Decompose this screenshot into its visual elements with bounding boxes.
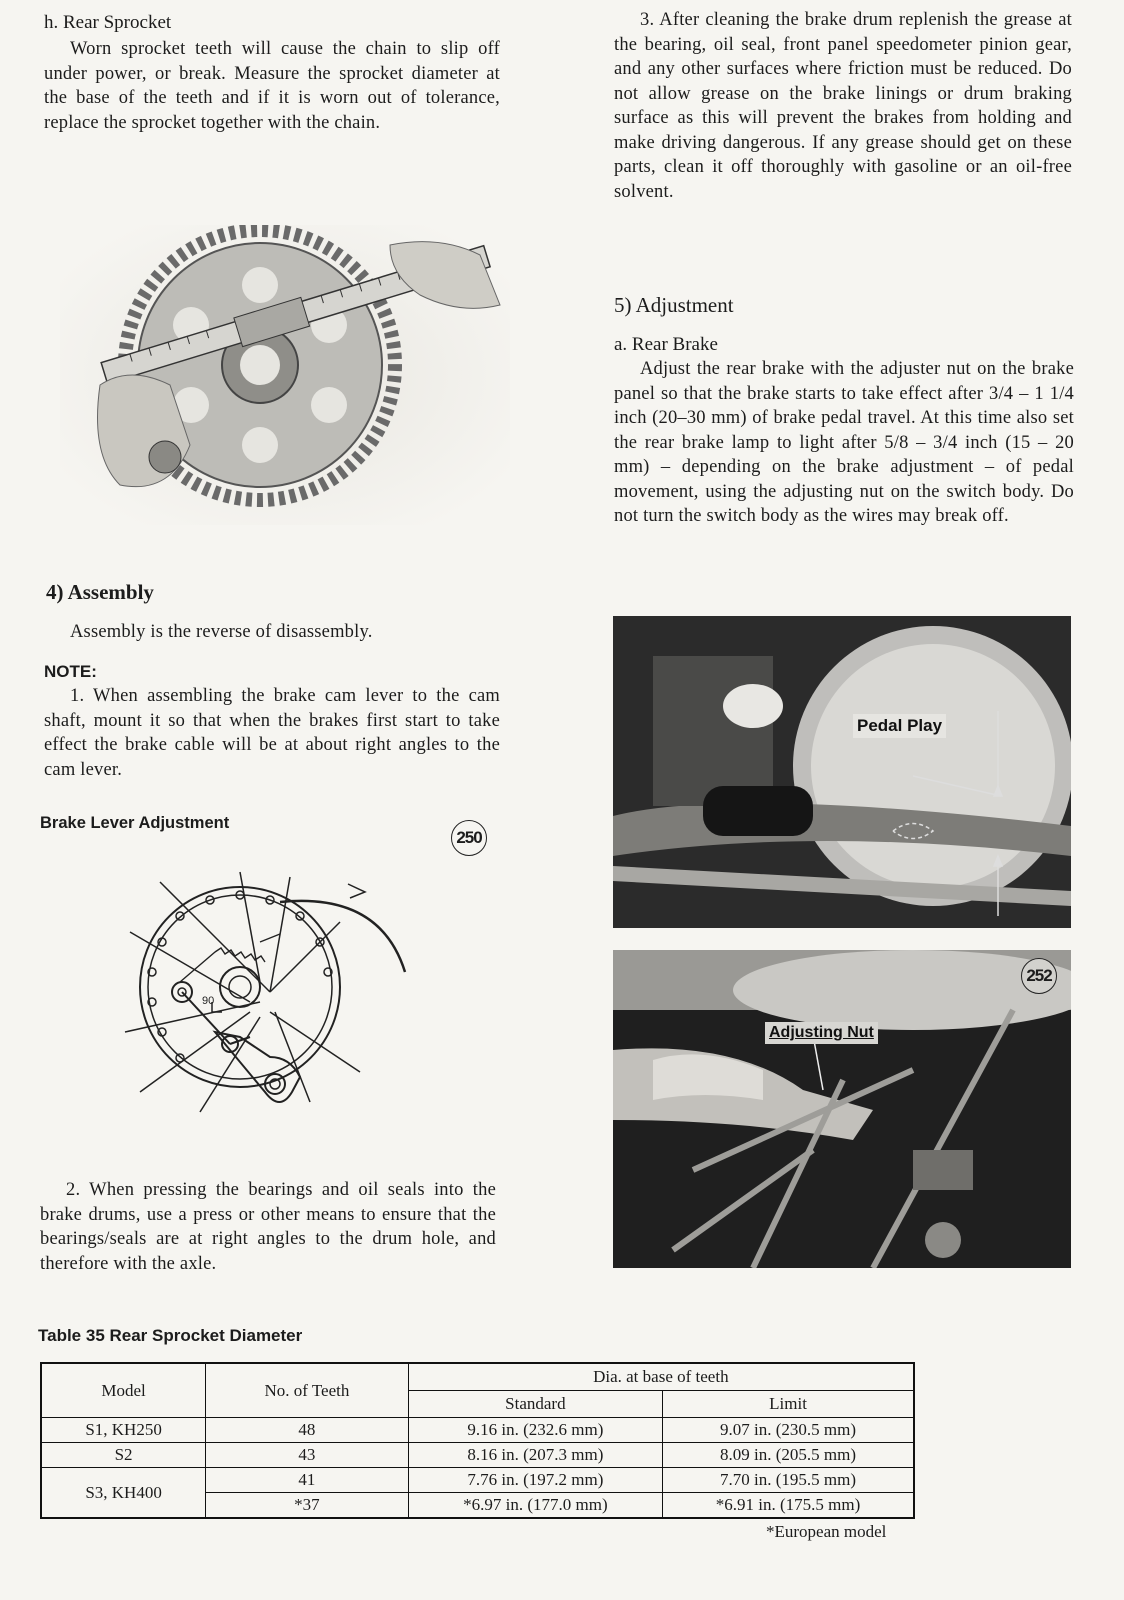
adjusting-nut-photo [613, 950, 1071, 1268]
cell-standard: *6.97 in. (177.0 mm) [408, 1493, 662, 1519]
adjustment-heading: 5) Adjustment [614, 293, 734, 317]
cell-teeth: 41 [206, 1468, 409, 1493]
cell-standard: 8.16 in. (207.3 mm) [408, 1443, 662, 1468]
cell-teeth: 48 [206, 1418, 409, 1443]
figure-caption: Brake Lever Adjustment [40, 814, 230, 832]
cell-limit: 7.70 in. (195.5 mm) [663, 1468, 914, 1493]
cell-model: S2 [41, 1443, 206, 1468]
pedal-play-label: Pedal Play [853, 714, 946, 738]
header-model: Model [41, 1363, 206, 1418]
assembly-heading: 4) Assembly [46, 580, 154, 604]
cell-standard: 7.76 in. (197.2 mm) [408, 1468, 662, 1493]
adjusting-nut-label: Adjusting Nut [765, 1022, 878, 1044]
sprocket-heading: h. Rear Sprocket [44, 12, 172, 33]
note-2-paragraph: 2. When pressing the bearings and oil seals into the brake drums, use a press or other means to ensure that the bearings/seals are at right angles to the drum hole, and therefore with the axle. [40, 1180, 496, 1274]
table-title: Table 35 Rear Sprocket Diameter [38, 1326, 303, 1345]
note-label: NOTE: [44, 662, 97, 681]
pedal-play-photo [613, 616, 1071, 928]
header-dia: Dia. at base of teeth [408, 1363, 914, 1391]
cell-limit: *6.91 in. (175.5 mm) [663, 1493, 914, 1519]
table-footnote: *European model [766, 1522, 887, 1541]
header-teeth: No. of Teeth [206, 1363, 409, 1418]
rear-brake-paragraph: Adjust the rear brake with the adjuster nut on the brake panel so that the brake starts to take effect after 3/4 – 1 1/4 inch (20–30 mm) of brake pedal travel. At this time also set the rear brake lamp to light after 5/8 – 3/4 inch (15 – 20 mm) – depending on the brake adjustment – of pedal movement, using the adjusting nut on the switch body. Do not turn the switch body as the wires may break off. [614, 359, 1074, 526]
table-row [41, 1468, 914, 1493]
table-row [41, 1443, 914, 1468]
rear-brake-heading: a. Rear Brake [614, 334, 718, 355]
diagram-angle-label: 90 [202, 995, 215, 1007]
cell-standard: 9.16 in. (232.6 mm) [408, 1418, 662, 1443]
sprocket-diameter-table [40, 1362, 915, 1519]
cell-limit: 8.09 in. (205.5 mm) [663, 1443, 914, 1468]
cell-model: S3, KH400 [41, 1468, 206, 1519]
cell-teeth: 43 [206, 1443, 409, 1468]
header-standard: Standard [408, 1391, 662, 1418]
sprocket-paragraph: Worn sprocket teeth will cause the chain to slip off under power, or break. Measure the sprocket diameter at the base of the teeth and if it is worn out of tolerance, replace the sprocket together with the chain. [44, 39, 500, 133]
cell-teeth: *37 [206, 1493, 409, 1519]
assembly-paragraph: Assembly is the reverse of disassembly. [70, 622, 373, 642]
brake-lever-diagram [120, 862, 410, 1122]
cell-limit: 9.07 in. (230.5 mm) [663, 1418, 914, 1443]
header-limit: Limit [663, 1391, 914, 1418]
note-1-paragraph: 1. When assembling the brake cam lever to the cam shaft, mount it so that when the brakes first start to take effect the brake cable will be at about right angles to the cam lever. [44, 686, 500, 780]
figure-252-badge: 252 [1021, 958, 1057, 994]
cell-model: S1, KH250 [41, 1418, 206, 1443]
sprocket-measurement-photo [60, 225, 510, 525]
table-row [41, 1418, 914, 1443]
cleaning-paragraph: 3. After cleaning the brake drum replenish the grease at the bearing, oil seal, front panel speedometer pinion gear, and any other surfaces where friction must be reduced. Do not allow grease on the brake linings or drum braking surface as this will prevent the brakes from holding and make driving dangerous. If any grease should get on these parts, clean it off thoroughly with gasoline or an oil-free solvent. [614, 10, 1072, 202]
figure-250-badge: 250 [451, 820, 487, 856]
